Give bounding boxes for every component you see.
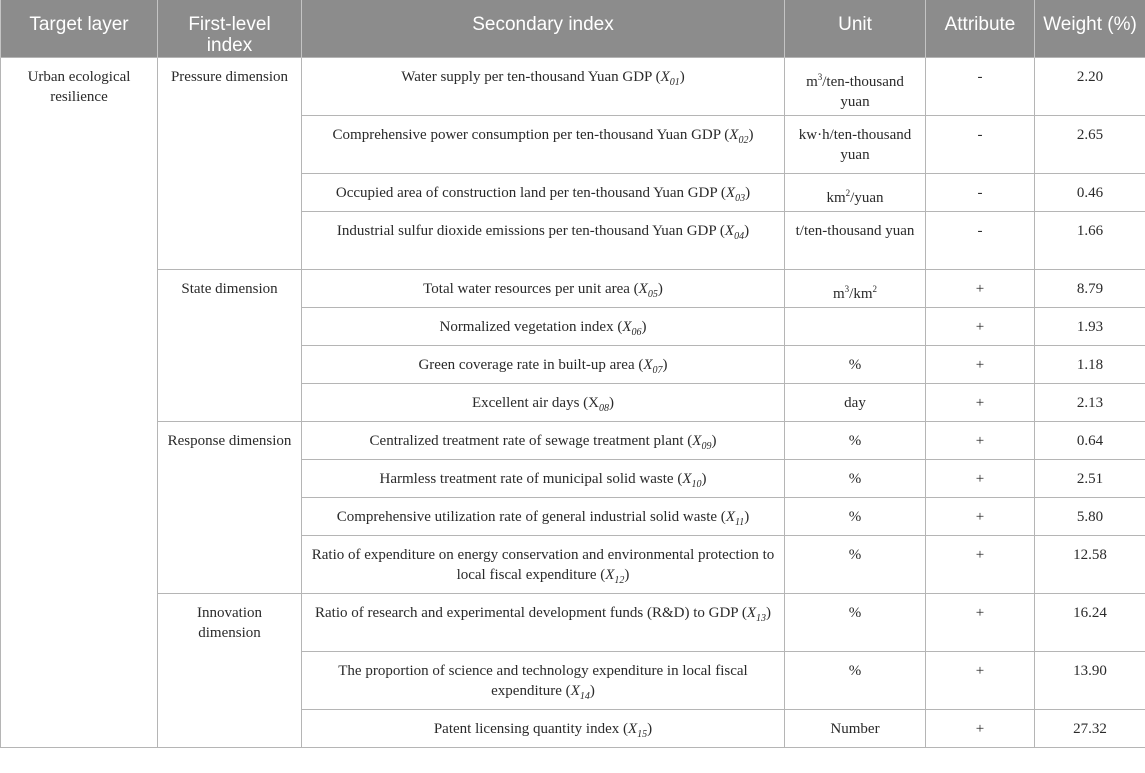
weight-cell: 1.66 — [1035, 211, 1145, 269]
table-header-row — [1, 0, 1145, 57]
dimension-cell: Pressure dimension — [158, 57, 302, 269]
attribute-cell: + — [926, 497, 1035, 535]
table-row — [1, 593, 1145, 651]
table-row — [1, 269, 1145, 307]
unit-cell — [785, 307, 926, 345]
secondary-index-cell: Water supply per ten-thousand Yuan GDP $(X_{01})$ — [302, 57, 785, 115]
weight-cell: 2.20 — [1035, 57, 1145, 115]
weight-cell: 8.79 — [1035, 269, 1145, 307]
weight-cell: 12.58 — [1035, 535, 1145, 593]
attribute-cell: + — [926, 345, 1035, 383]
weight-cell: 5.80 — [1035, 497, 1145, 535]
secondary-index-cell: Harmless treatment rate of municipal solid waste $(X_{10})$ — [302, 459, 785, 497]
weight-cell: 27.32 — [1035, 709, 1145, 747]
unit-cell: % — [785, 593, 926, 651]
unit-cell: day — [785, 383, 926, 421]
dimension-cell: State dimension — [158, 269, 302, 421]
unit-cell: kw·h/ten-thousand yuan — [785, 115, 926, 173]
secondary-index-cell: Total water resources per unit area $(X_{05})$ — [302, 269, 785, 307]
attribute-cell: + — [926, 421, 1035, 459]
table-row — [1, 57, 1145, 115]
table-row — [1, 421, 1145, 459]
unit-cell: $m^3/km^2$ — [785, 269, 926, 307]
dimension-cell: Innovation dimension — [158, 593, 302, 747]
attribute-cell: + — [926, 459, 1035, 497]
attribute-cell: - — [926, 211, 1035, 269]
secondary-index-cell: Green coverage rate in built-up area $(X_{07})$ — [302, 345, 785, 383]
attribute-cell: + — [926, 709, 1035, 747]
weight-cell: 2.65 — [1035, 115, 1145, 173]
secondary-index-cell: Excellent air days $(X_{08})$ — [302, 383, 785, 421]
unit-cell: % — [785, 345, 926, 383]
unit-cell: % — [785, 497, 926, 535]
attribute-cell: + — [926, 383, 1035, 421]
weight-cell: 2.13 — [1035, 383, 1145, 421]
unit-cell: $km^2$/yuan — [785, 173, 926, 211]
header-target-layer: Target layer — [1, 0, 158, 57]
weight-cell: 0.46 — [1035, 173, 1145, 211]
weight-cell: 1.93 — [1035, 307, 1145, 345]
attribute-cell: - — [926, 57, 1035, 115]
header-unit: Unit — [785, 0, 926, 57]
header-attribute: Attribute — [926, 0, 1035, 57]
unit-cell: % — [785, 535, 926, 593]
secondary-index-cell: Ratio of expenditure on energy conservation and environmental protection to local fiscal expenditure $(X_{12})$ — [302, 535, 785, 593]
attribute-cell: + — [926, 269, 1035, 307]
weight-cell: 0.64 — [1035, 421, 1145, 459]
attribute-cell: + — [926, 535, 1035, 593]
unit-cell: t/ten-thousand yuan — [785, 211, 926, 269]
secondary-index-cell: Centralized treatment rate of sewage treatment plant $(X_{09})$ — [302, 421, 785, 459]
attribute-cell: + — [926, 307, 1035, 345]
secondary-index-cell: Occupied area of construction land per ten-thousand Yuan GDP $(X_{03})$ — [302, 173, 785, 211]
weight-cell: 16.24 — [1035, 593, 1145, 651]
secondary-index-cell: Industrial sulfur dioxide emissions per ten-thousand Yuan GDP $(X_{04})$ — [302, 211, 785, 269]
unit-cell: % — [785, 421, 926, 459]
secondary-index-cell: Comprehensive utilization rate of general industrial solid waste $(X_{11})$ — [302, 497, 785, 535]
target-layer-cell: Urban ecological resilience — [1, 57, 158, 747]
header-first-level-index: First-level index — [158, 0, 302, 57]
attribute-cell: + — [926, 651, 1035, 709]
unit-cell: Number — [785, 709, 926, 747]
secondary-index-cell: Comprehensive power consumption per ten-thousand Yuan GDP $(X_{02})$ — [302, 115, 785, 173]
weight-cell: 2.51 — [1035, 459, 1145, 497]
weight-cell: 1.18 — [1035, 345, 1145, 383]
attribute-cell: - — [926, 173, 1035, 211]
unit-cell: % — [785, 651, 926, 709]
attribute-cell: - — [926, 115, 1035, 173]
attribute-cell: + — [926, 593, 1035, 651]
secondary-index-cell: Normalized vegetation index $(X_{06})$ — [302, 307, 785, 345]
weight-cell: 13.90 — [1035, 651, 1145, 709]
secondary-index-cell: Patent licensing quantity index $(X_{15})$ — [302, 709, 785, 747]
unit-cell: % — [785, 459, 926, 497]
header-weight: Weight (%) — [1035, 0, 1145, 57]
unit-cell: $m^3/ten$-thousand yuan — [785, 57, 926, 115]
header-secondary-index: Secondary index — [302, 0, 785, 57]
secondary-index-cell: The proportion of science and technology expenditure in local fiscal expenditure $(X_{14})$ — [302, 651, 785, 709]
dimension-cell: Response dimension — [158, 421, 302, 593]
secondary-index-cell: Ratio of research and experimental development funds (R&D) to GDP $(X_{13})$ — [302, 593, 785, 651]
